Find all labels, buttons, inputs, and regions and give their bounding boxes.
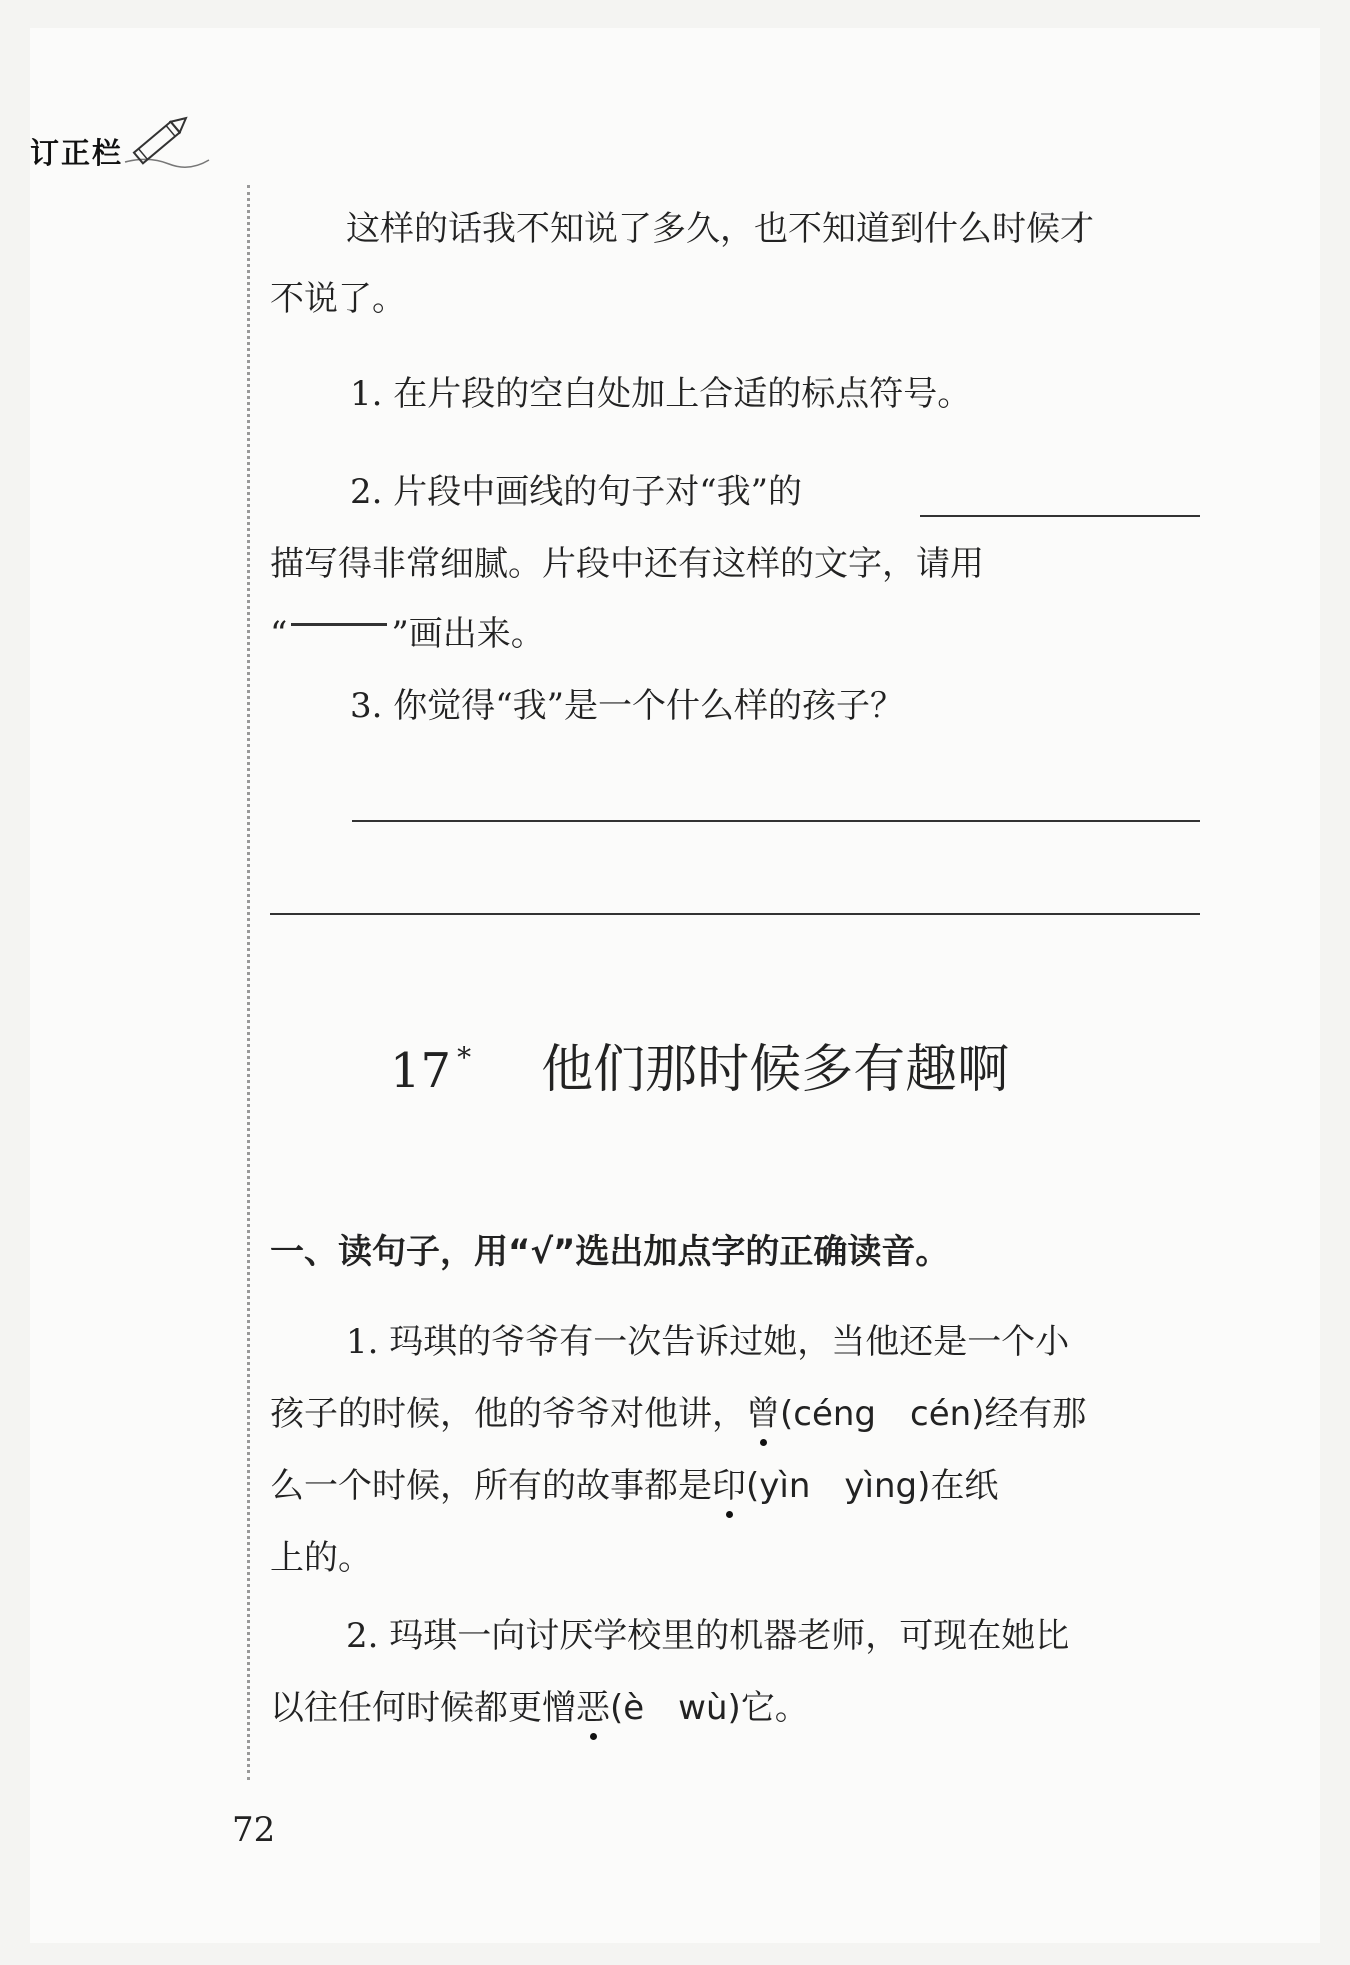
sentence-2-line-1: 2. 玛琪一向讨厌学校里的机器老师，可现在她比 — [346, 1616, 1070, 1656]
section-heading: 一、读句子，用“√”选出加点字的正确读音。 — [270, 1232, 950, 1272]
page-number: 72 — [232, 1810, 276, 1850]
corrections-label-text: 订正栏 — [30, 135, 124, 170]
answer-line-2[interactable] — [270, 913, 1200, 915]
dotted-char-ceng: 曾 — [746, 1390, 780, 1438]
question-3: 3. 你觉得“我”是一个什么样的孩子？ — [350, 686, 905, 726]
pencil-icon — [119, 112, 211, 172]
sentence-1-line-2 — [270, 1390, 1086, 1438]
question-1: 1. 在片段的空白处加上合适的标点符号。 — [350, 374, 972, 414]
question-2-text: 2. 片段中画线的句子对“我”的 — [350, 472, 803, 512]
open-quote: “ — [270, 614, 288, 654]
corrections-column-label — [30, 130, 211, 172]
s1-text-a: 孩子的时候，他的爷爷对他讲， — [270, 1394, 746, 1434]
question-2-line-2: 描写得非常细腻。片段中还有这样的文字，请用 — [270, 544, 984, 584]
close-quote-text: ”画出来。 — [391, 614, 545, 654]
sentence-1-line-4: 上的。 — [270, 1538, 372, 1578]
excerpt-line-2: 不说了。 — [270, 279, 406, 319]
excerpt-line-1: 这样的话我不知说了多久，也不知道到什么时候才 — [346, 209, 1094, 249]
sentence-1-line-1: 1. 玛琪的爷爷有一次告诉过她，当他还是一个小 — [346, 1322, 1070, 1362]
pinyin-options-1[interactable]: (céng cén) — [780, 1394, 985, 1434]
dotted-char-wu: 恶 — [576, 1684, 610, 1732]
s2-text-a: 以往任何时候都更憎 — [270, 1688, 576, 1728]
pinyin-options-2[interactable]: (yìn yìng) — [746, 1466, 931, 1506]
sentence-1-line-3 — [270, 1462, 998, 1510]
question-2-answer-blank[interactable] — [920, 515, 1200, 517]
lesson-star: * — [457, 1041, 472, 1074]
lesson-number: 17 — [390, 1043, 452, 1099]
margin-divider — [247, 185, 250, 1780]
s2-text-b: 它。 — [740, 1688, 809, 1728]
sentence-2-line-2 — [270, 1684, 809, 1732]
s1-text-b: 经有那 — [984, 1394, 1087, 1434]
s1-text-c: 么一个时候，所有的故事都是 — [270, 1466, 712, 1506]
lesson-name: 他们那时候多有趣啊 — [541, 1040, 1010, 1100]
underline-mark — [291, 623, 387, 626]
s1-text-d: 在纸 — [930, 1466, 999, 1506]
pinyin-options-3[interactable]: (è wù) — [610, 1688, 741, 1728]
dotted-char-yin: 印 — [712, 1462, 746, 1510]
lesson-title — [390, 1035, 1009, 1113]
answer-line-1[interactable] — [352, 820, 1200, 822]
question-2-line-3 — [270, 610, 545, 658]
